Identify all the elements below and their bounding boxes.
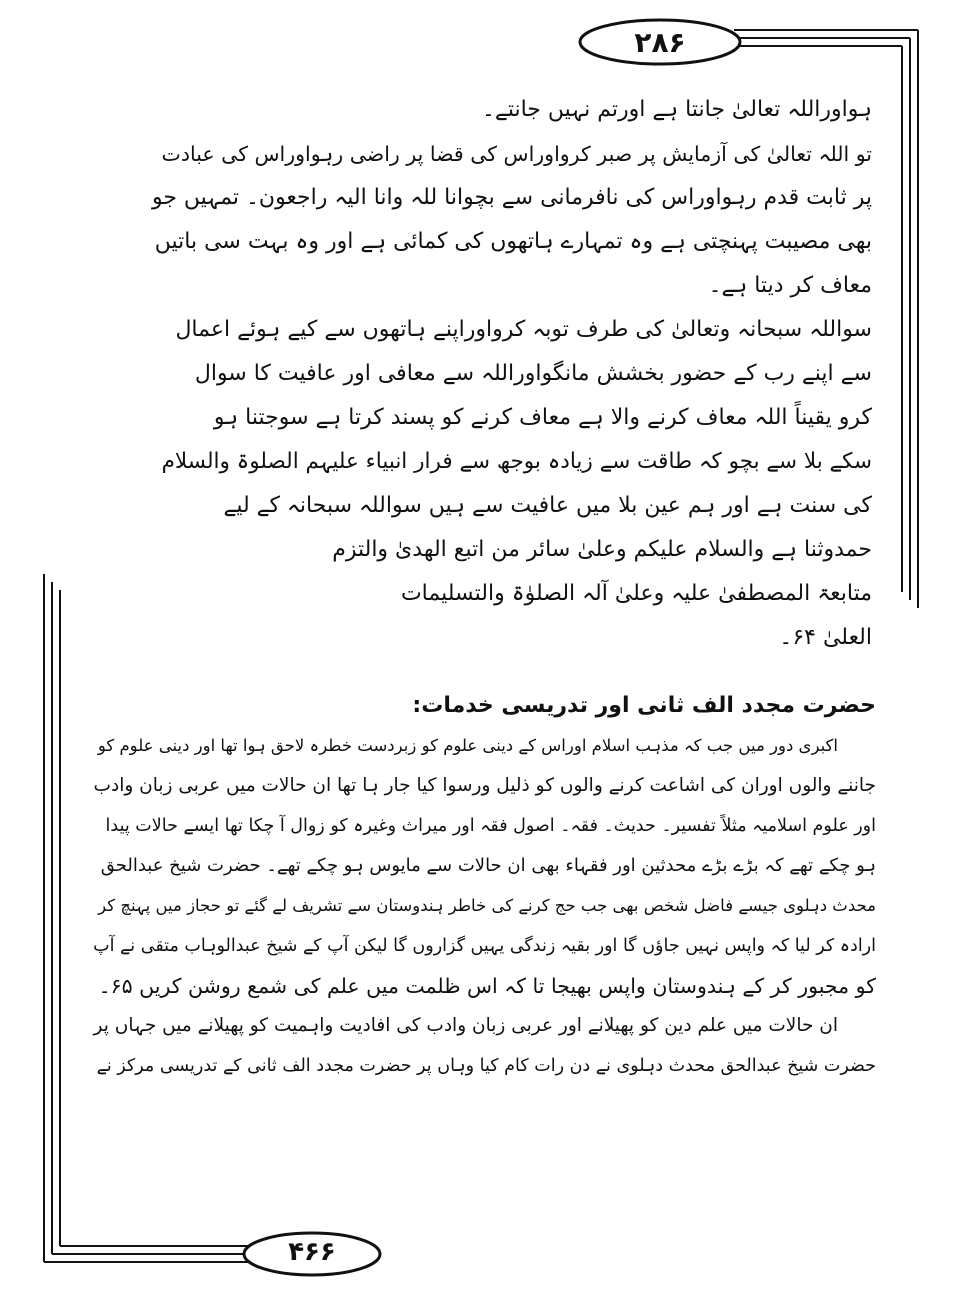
text-line: کی سنت ہے اور ہم عین بلا میں عافیت سے ہیں سواللہ سبحانہ کے لیے: [223, 493, 872, 518]
text-line: کو مجبور کر کے ہندوستان واپس بھیجا تا کہ اس ظلمت میں علم کی شمع روشن کریں ۶۵۔: [98, 974, 876, 998]
page-number-top: ۲۸۶: [634, 26, 686, 59]
text-line: ہو چکے تھے کہ بڑے بڑے محدثین اور فقہاء بھی ان حالات سے مایوس ہو چکے تھے۔ حضرت شیخ عبدالحق: [100, 855, 876, 876]
text-line: سواللہ سبحانہ وتعالیٰ کی طرف توبہ کرواوراپنے ہاتھوں سے کیے ہوئے اعمال: [175, 317, 872, 342]
section-text-block: [86, 686, 876, 1086]
text-line: تو اللہ تعالیٰ کی آزمایش پر صبر کرواوراس کی قضا پر راضی رہواوراس کی عبادت: [161, 142, 872, 166]
text-line: ہواوراللہ تعالیٰ جانتا ہے اورتم نہیں جانتے۔: [482, 97, 872, 122]
section-heading: حضرت مجدد الف ثانی اور تدریسی خدمات:: [412, 693, 876, 718]
text-line: متابعۃ المصطفیٰ علیہ وعلیٰ آلہ الصلوٰۃ والتسلیمات: [400, 581, 872, 606]
upper-text-block: [150, 88, 872, 660]
text-line: حضرت شیخ عبدالحق محدث دہلوی نے دن رات کام کیا وہاں پر حضرت مجدد الف ثانی کے تدریسی مرکز نے: [96, 1056, 876, 1076]
text-line: سے اپنے رب کے حضور بخشش مانگواوراللہ سے معافی اور عافیت کا سوال: [194, 361, 872, 386]
text-line: اور علوم اسلامیہ مثلاً تفسیر۔ حدیث۔ فقہ۔ اصول فقہ اور میراث وغیرہ کو زوال آ چکا تھا ایسے حالات پیدا: [105, 816, 876, 836]
text-line: ان حالات میں علم دین کو پھیلانے اور عربی زبان وادب کی افادیت واہمیت کو پھیلانے میں جہاں پر: [93, 1015, 838, 1036]
text-line: جاننے والوں اوران کی اشاعت کرنے والوں کو ذلیل ورسوا کیا جار ہا تھا ان حالات میں عربی زبان وادب: [93, 775, 876, 796]
text-line: محدث دہلوی جیسے فاضل شخص بھی جب حج کرنے کی خاطر ہندوستان سے تشریف لے گئے تو حجاز میں پہنچ کر: [98, 896, 876, 915]
text-line: کرو یقیناً اللہ معاف کرنے والا ہے معاف کرنے کو پسند کرتا ہے سوجتنا ہو: [213, 405, 872, 430]
text-line: معاف کر دیتا ہے۔: [708, 273, 872, 298]
page-number-bottom: ۴۶۶: [288, 1237, 336, 1267]
text-line: سکے بلا سے بچو کہ طاقت سے زیادہ بوجھ سے فرار انبیاء علیہم الصلوۃ والسلام: [161, 449, 872, 474]
text-line: اکبری دور میں جب کہ مذہب اسلام اوراس کے دینی علوم کو زبردست خطرہ لاحق ہوا تھا اور دینی علوم کو: [97, 736, 838, 755]
text-line: العلیٰ ۶۴۔: [779, 625, 872, 650]
text-line: حمدوثنا ہے والسلام علیکم وعلیٰ سائر من اتبع الھدیٰ والتزم: [332, 537, 872, 562]
text-line: بھی مصیبت پہنچتی ہے وہ تمہارے ہاتھوں کی کمائی ہے اور وہ بہت سی باتیں: [154, 229, 872, 254]
text-line: پر ثابت قدم رہواوراس کی نافرمانی سے بچوانا للہ وانا الیہ راجعون۔ تمہیں جو: [151, 185, 872, 210]
text-line: ارادہ کر لیا کہ واپس نہیں جاؤں گا اور بقیہ زندگی یہیں گزاروں گا لیکن آپ کے شیخ عبدالوہاب متقی نے آپ: [93, 936, 876, 956]
